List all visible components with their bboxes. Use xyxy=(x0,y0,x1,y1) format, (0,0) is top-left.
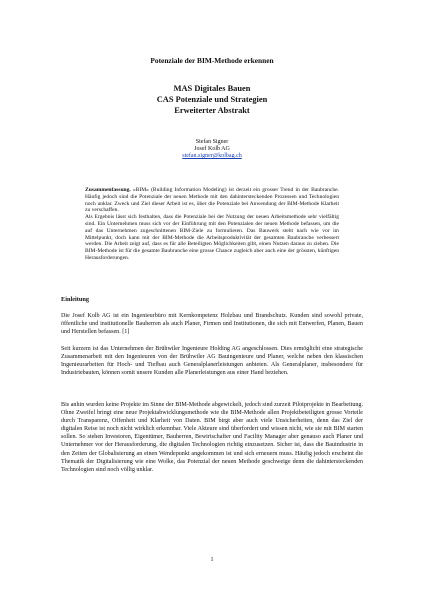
author-name: Stefan Signer xyxy=(195,139,229,145)
subtitle-line-2: CAS Potenziale und Strategien xyxy=(156,95,268,104)
body-paragraph-3: Bis anhin wurden keine Projekte im Sinne der BIM-Methode abgewickelt, jedoch sind zurzeit Pilotprojekte in Bearbeitung. Ohne Zweifel bringt eine neue Projektabwicklungsmethode wie die BIM-Methode allen Projektbeteiligten grosse Vorteile durch Transparenz, Offenheit und Klarheit von Daten. BIM birgt aber auch viele Unsicherheiten, denn das Ziel der digitalen Reise ist noch nicht wirklich erkennbar. Viele Akteure sind überfordert und wissen nicht, wie sie mit BIM starten sollen. So stehen Investoren, Eigentümer, Bauherren, Bewirtschafter und Facility Manager aber genauso auch Planer und Unternehmer vor der Herausforderung, die digitalen Technologien richtig einzusetzen. Sicher ist, dass die Bauindustrie in den Zeiten der Globalisierung an einen Wendepunkt angekommen ist und sich erneuern muss. Häufig jedoch erscheint die Thematik der Digitalisierung wie eine Wolke, das Potenzial der neuen Methode geschweige denn die dahintersteckenden Technologien sind noch völlig unklar. xyxy=(61,402,363,473)
author-email-link[interactable]: stefan.signer@kolbag.ch xyxy=(182,153,242,159)
author-email-line xyxy=(40,153,384,160)
body-paragraph-2: Seit kurzem ist das Unternehmen der Brühwiler Ingenieure Holding AG angeschlossen. Dies ermöglicht eine strategische Zusammenarbeit mit den Ingenieuren von der Brühwiler AG Bauingenieure und Planer, welche neben den klassischen Ingenieurarbeiten für Hoch- und Tiefbau auch Generalplanerleistungen anbieten. Als Generalplaner, insbesondere für Industriebauten, können somit unsere Kunden alle Planerleistungen aus einer Hand beziehen. xyxy=(61,346,363,377)
paper-title: Potenziale der BIM-Methode erkennen xyxy=(150,56,274,65)
abstract-text-1: «BIM» (Building Information Modeling) ist derzeit ein grosser Trend in der Baubranche. Häufig jedoch sind die Potenziale der neuen Methode mit den dahintersteckenden Prozessen und Technologien noch unklar. Zweck und Ziel dieser Arbeit ist es, über die Potenziale bei Anwendung der BIM-Methode Klarheit zu verschaffen. xyxy=(85,187,339,214)
abstract-paragraph-1 xyxy=(85,187,339,214)
subtitle-line-1: MAS Digitales Bauen xyxy=(173,84,251,93)
body-paragraph-1: Die Josef Kolb AG ist ein Ingenieurbüro mit Kernkompetenz Holzbau und Brandschutz. Kunden sind sowohl private, öffentliche und institutionelle Bauherren als auch Planer, Firmen und Institutionen, die sich mit Entwerfen, Planen, Bauen und Herstellen befassen. [1] xyxy=(61,313,363,336)
abstract-block xyxy=(85,187,339,262)
author-affiliation: Josef Kolb AG xyxy=(194,146,230,152)
abstract-paragraph-2: Als Ergebnis lässt sich festhalten, dass die Potenziale bei der Nutzung der neuen Arbeitsmethode sehr vielfältig sind. Ein Unternehmen muss sich vor der Einführung mit den Potenzialen der neuen Methode befassen, um die auf das Unternehmen zugeschnittenen BIM-Ziele zu formulieren. Das Bauwerk steht nach wie vor im Mittelpunkt, doch kann mit der BIM-Methode die Arbeitsproduktivität der gesamten Baubranche verbessert werden. Die Arbeit zeigt auf, dass es für alle Beteiligten Möglichkeiten gibt, einen Nutzen daraus zu ziehen. Die BIM-Methode ist für die gesamte Baubranche eine grosse Chance zugleich aber auch eine der grössten, künftigen Herausforderungen. xyxy=(85,214,339,261)
section-heading: Einleitung xyxy=(61,296,89,303)
subtitle-line-3: Erweiterter Abstrakt xyxy=(174,106,250,115)
abstract-label: Zusammenfassung. xyxy=(85,187,131,193)
page-number: 1 xyxy=(210,557,214,563)
